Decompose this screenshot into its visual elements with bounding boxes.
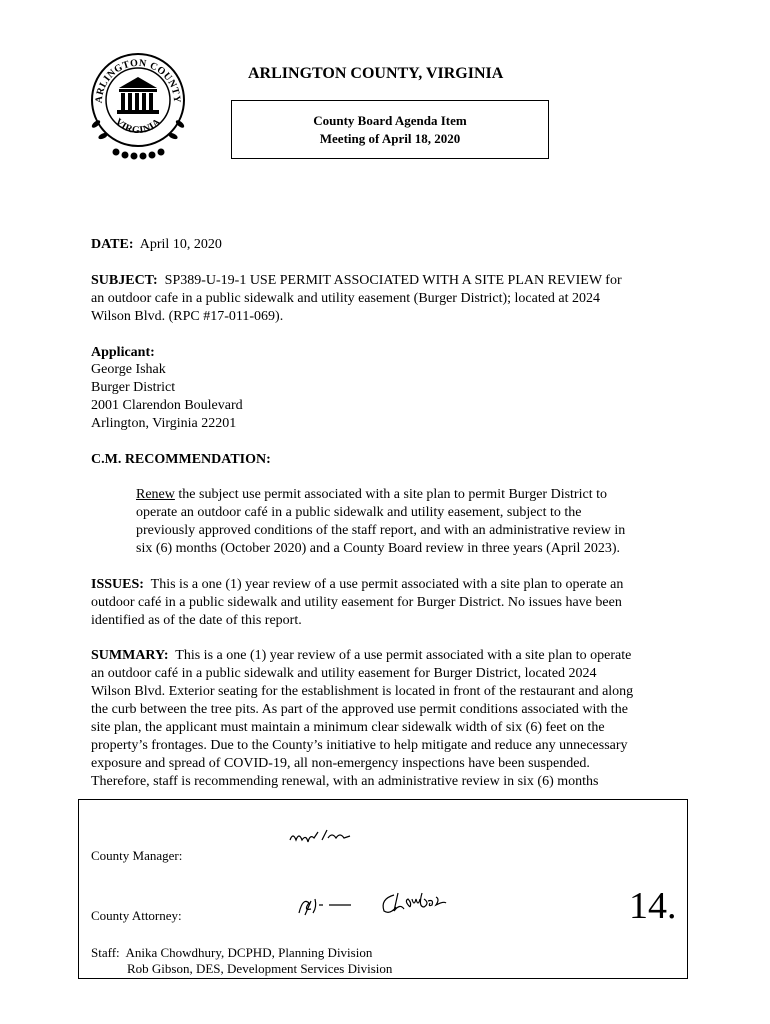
summary-line-8: Therefore, staff is recommending renewal, with an administrative review in six (6) months — [91, 774, 599, 789]
recommendation-line-3: previously approved conditions of the staff report, and with an administrative review in — [136, 523, 626, 538]
summary-text-1: This is a one (1) year review of a use permit associated with a site plan to operate — [175, 648, 632, 663]
seal-top-text: ARLINGTON COUNTY — [93, 57, 183, 104]
summary-line-7: exposure and spread of COVID-19, all non-emergency inspections have been suspended. — [91, 756, 590, 771]
issues-line-2: outdoor café in a public sidewalk and utility easement for Burger District. No issues have been — [91, 595, 622, 610]
date-line — [91, 236, 222, 254]
county-manager-label: County Manager: — [91, 848, 183, 863]
issues-label: ISSUES: — [91, 577, 144, 592]
applicant-label: Applicant: — [91, 345, 155, 360]
subject-line-3: Wilson Blvd. (RPC #17-011-069). — [91, 309, 284, 324]
recommendation-label: C.M. RECOMMENDATION: — [91, 452, 271, 467]
staff-label: Staff: — [91, 945, 120, 960]
issues-text-1: This is a one (1) year review of a use permit associated with a site plan to operate an — [150, 577, 624, 592]
summary-line-4: the curb between the tree pits. As part of the approved use permit conditions associated with the — [91, 702, 628, 717]
subject-text-1: SP389-U-19-1 USE PERMIT ASSOCIATED WITH A SITE PLAN REVIEW for — [164, 273, 622, 288]
staff-member-1: Anika Chowdhury, DCPHD, Planning Division — [125, 945, 373, 960]
courthouse-icon — [117, 77, 159, 114]
applicant-business: Burger District — [91, 380, 176, 395]
date-value: April 10, 2020 — [139, 237, 222, 252]
county-attorney-label: County Attorney: — [91, 908, 182, 923]
recommendation-line-2: operate an outdoor café in a public sidewalk and utility easement, subject to the — [136, 505, 582, 520]
summary-label: SUMMARY: — [91, 648, 169, 663]
subject-line-1 — [91, 272, 622, 290]
recommendation-line-4: six (6) months (October 2020) and a County Board review in three years (April 2023). — [136, 541, 621, 556]
date-label: DATE: — [91, 237, 134, 252]
subject-line-2: an outdoor cafe in a public sidewalk and utility easement (Burger District); located at 2024 — [91, 291, 601, 306]
summary-line-1 — [91, 647, 631, 665]
meeting-date: Meeting of April 18, 2020 — [319, 131, 461, 146]
county-seal — [86, 44, 190, 166]
staff-member-2: Rob Gibson, DES, Development Services Division — [127, 961, 393, 976]
recommendation-text-1: the subject use permit associated with a site plan to permit Burger District to — [174, 487, 607, 502]
applicant-street: 2001 Clarendon Boulevard — [91, 398, 243, 413]
issues-line-1 — [91, 576, 623, 594]
laurel-icon — [91, 119, 186, 160]
staff-line-1 — [91, 944, 372, 961]
summary-line-6: property’s frontages. Due to the County’s initiative to help mitigate and reduce any unnecessary — [91, 738, 628, 753]
summary-line-3: Wilson Blvd. Exterior seating for the establishment is located in front of the restaurant and along — [91, 684, 634, 699]
applicant-name: George Ishak — [91, 362, 166, 377]
applicant-city: Arlington, Virginia 22201 — [91, 416, 237, 431]
county-attorney-signature-1 — [295, 893, 357, 919]
issues-line-3: identified as of the date of this report. — [91, 613, 302, 628]
agenda-title: County Board Agenda Item — [313, 113, 467, 128]
recommendation-line-1 — [136, 486, 607, 504]
county-title: ARLINGTON COUNTY, VIRGINIA — [248, 65, 504, 82]
summary-line-5: site plan, the applicant must maintain a minimum clear sidewalk width of six (6) feet on the — [91, 720, 605, 735]
seal-bottom-text: VIRGINIA — [112, 116, 164, 137]
summary-line-2: an outdoor café in a public sidewalk and utility easement for Burger District, located 2024 — [91, 666, 597, 681]
agenda-box — [231, 100, 549, 159]
svg-text:VIRGINIA — [113, 116, 164, 136]
subject-label: SUBJECT: — [91, 273, 158, 288]
item-number: 14. — [629, 885, 677, 927]
county-attorney-signature-2 — [378, 889, 458, 917]
county-manager-signature — [288, 826, 354, 848]
recommendation-first-word: Renew — [136, 487, 175, 502]
